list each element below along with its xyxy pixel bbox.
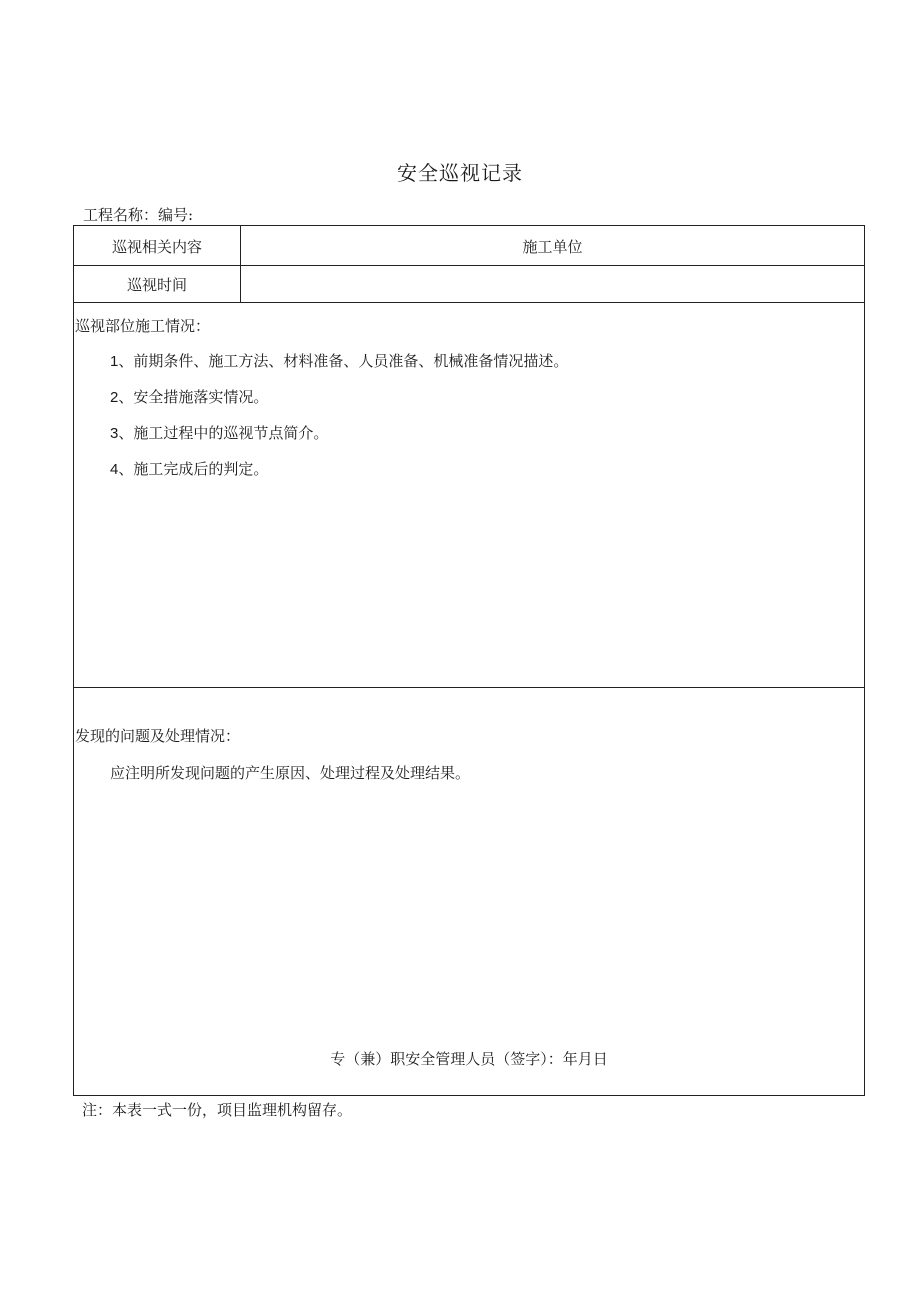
item-number: 1 <box>110 353 119 370</box>
item-text: 、前期条件、施工方法、材料准备、人员准备、机械准备情况描述。 <box>118 352 569 370</box>
row-divider-2 <box>74 302 864 303</box>
inspection-item-1 <box>110 350 568 371</box>
document-title: 安全巡视记录 <box>397 161 523 185</box>
inspection-item-2 <box>110 386 268 407</box>
item-number: 4 <box>110 461 119 478</box>
item-number: 3 <box>110 425 119 442</box>
inspection-time-label: 巡视时间 <box>126 276 187 294</box>
inspection-content-label: 巡视相关内容 <box>111 238 202 256</box>
project-name-and-number-line: 工程名称：编号: <box>83 206 194 224</box>
issues-section-heading: 发现的问题及处理情况： <box>75 727 241 745</box>
construction-unit-value[interactable]: 施工单位 <box>522 238 583 256</box>
row-divider-1 <box>74 265 864 266</box>
inspection-section-heading: 巡视部位施工情况： <box>75 317 211 335</box>
inspection-item-3 <box>110 422 328 443</box>
item-text: 、施工过程中的巡视节点简介。 <box>118 424 329 442</box>
form-footnote: 注：本表一式一份，项目监理机构留存。 <box>82 1101 353 1119</box>
inspection-record-form <box>73 225 865 1096</box>
item-text: 、施工完成后的判定。 <box>118 460 269 478</box>
item-text: 、安全措施落实情况。 <box>118 388 269 406</box>
inspection-item-4 <box>110 458 268 479</box>
section-divider <box>74 687 864 688</box>
issues-instruction: 应注明所发现问题的产生原因、处理过程及处理结果。 <box>110 764 471 782</box>
item-number: 2 <box>110 389 119 406</box>
safety-manager-signature-line: 专（兼）职安全管理人员（签字）：年月日 <box>330 1050 608 1068</box>
